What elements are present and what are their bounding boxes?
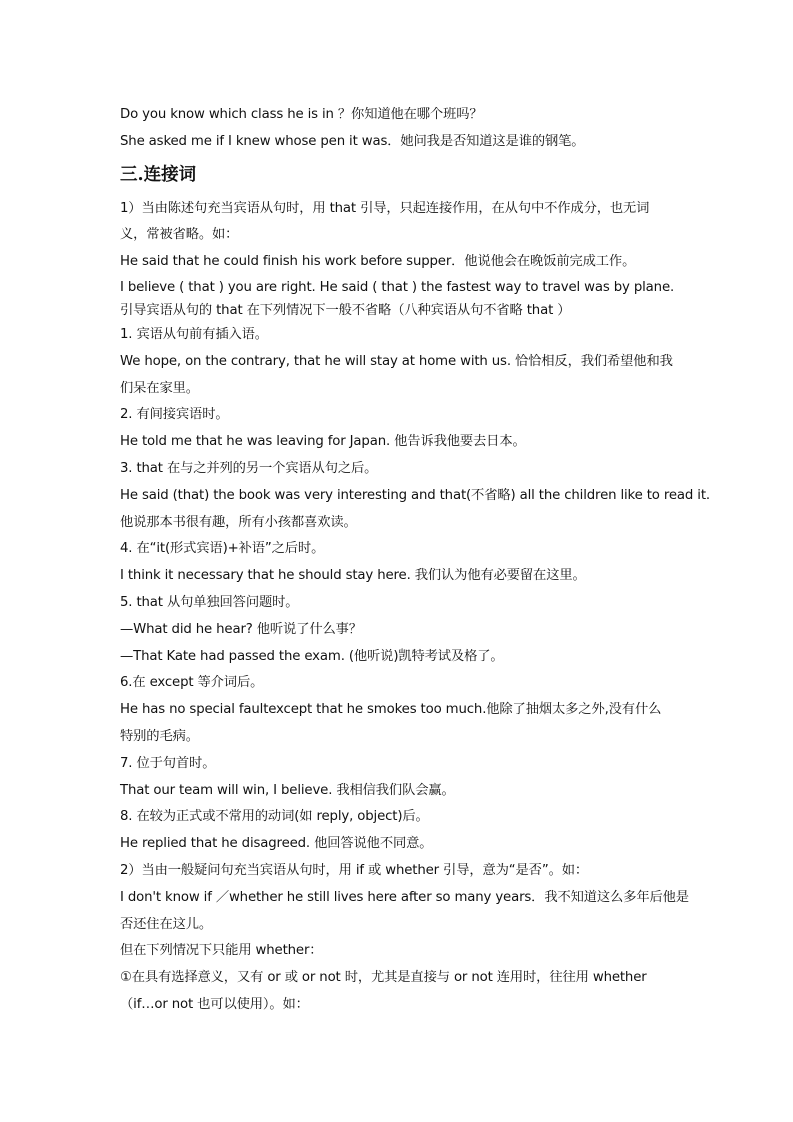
text-line: 他说那本书很有趣，所有小孩都喜欢读。 xyxy=(120,514,357,530)
text-line: 特别的毛病。 xyxy=(120,728,199,744)
text-line: 们呆在家里。 xyxy=(120,380,199,396)
section-heading: 三.连接词 xyxy=(120,164,197,185)
text-line: 3. that 在与之并列的另一个宾语从句之后。 xyxy=(120,460,378,476)
text-line: I believe ( that ) you are right. He said ( that ) the fastest way to travel was by plane. xyxy=(120,279,675,295)
text-line: 2）当由一般疑问句充当宾语从句时，用 if 或 whether 引导，意为“是否”。如： xyxy=(120,862,589,878)
document-page xyxy=(120,102,710,1019)
text-line: That our team will win, I believe. 我相信我们队会赢。 xyxy=(120,782,455,798)
text-line: I think it necessary that he should stay here. 我们认为他有必要留在这里。 xyxy=(120,568,586,584)
text-line: 1）当由陈述句充当宾语从句时，用 that 引导，只起连接作用，在从句中不作成分，也无词 xyxy=(120,200,650,216)
text-line: 否还住在这儿。 xyxy=(120,916,213,932)
text-line: 2. 有间接宾语时。 xyxy=(120,407,229,423)
text-line: 7. 位于句首时。 xyxy=(120,755,216,771)
text-line: He said that he could finish his work before supper．他说他会在晚饭前完成工作。 xyxy=(120,254,636,270)
text-line: He told me that he was leaving for Japan. 他告诉我他要去日本。 xyxy=(120,434,526,450)
text-line: 1. 宾语从句前有插入语。 xyxy=(120,326,268,342)
text-line: He has no special faultexcept that he smokes too much.他除了抽烟太多之外,没有什么 xyxy=(120,702,662,718)
text-line: 义，常被省略。如： xyxy=(120,227,239,243)
text-line: 引导宾语从句的 that 在下列情况下一般不省略（八种宾语从句不省略 that ） xyxy=(120,302,571,318)
text-line: 8. 在较为正式或不常用的动词(如 reply, object)后。 xyxy=(120,809,429,825)
text-line: ①在具有选择意义，又有 or 或 or not 时，尤其是直接与 or not 连用时，往往用 whether xyxy=(120,970,647,986)
text-line: 但在下列情况下只能用 whether： xyxy=(120,943,323,959)
text-line: Do you know which class he is in ？你知道他在哪个班吗？ xyxy=(120,107,483,122)
text-line: 5. that 从句单独回答问题时。 xyxy=(120,594,299,610)
text-line: She asked me if I knew whose pen it was．她问我是否知道这是谁的钢笔。 xyxy=(120,133,585,149)
text-line: 6.在 except 等介词后。 xyxy=(120,675,264,691)
text-line: He replied that he disagreed. 他回答说他不同意。 xyxy=(120,836,433,852)
text-line: I don't know if ／whether he still lives here after so many years．我不知道这么多年后他是 xyxy=(120,889,689,905)
text-line: 4. 在“it(形式宾语)+补语”之后时。 xyxy=(120,541,325,557)
text-line: We hope, on the contrary, that he will stay at home with us. 恰恰相反，我们希望他和我 xyxy=(120,353,673,369)
text-line: He said (that) the book was very interesting and that(不省略) all the children like to read it. xyxy=(120,487,710,503)
text-line: —That Kate had passed the exam. (他听说)凯特考试及格了。 xyxy=(120,648,504,664)
text-line: （if…or not 也可以使用）。如： xyxy=(120,996,309,1012)
text-line: —What did he hear? 他听说了什么事？ xyxy=(120,621,362,637)
